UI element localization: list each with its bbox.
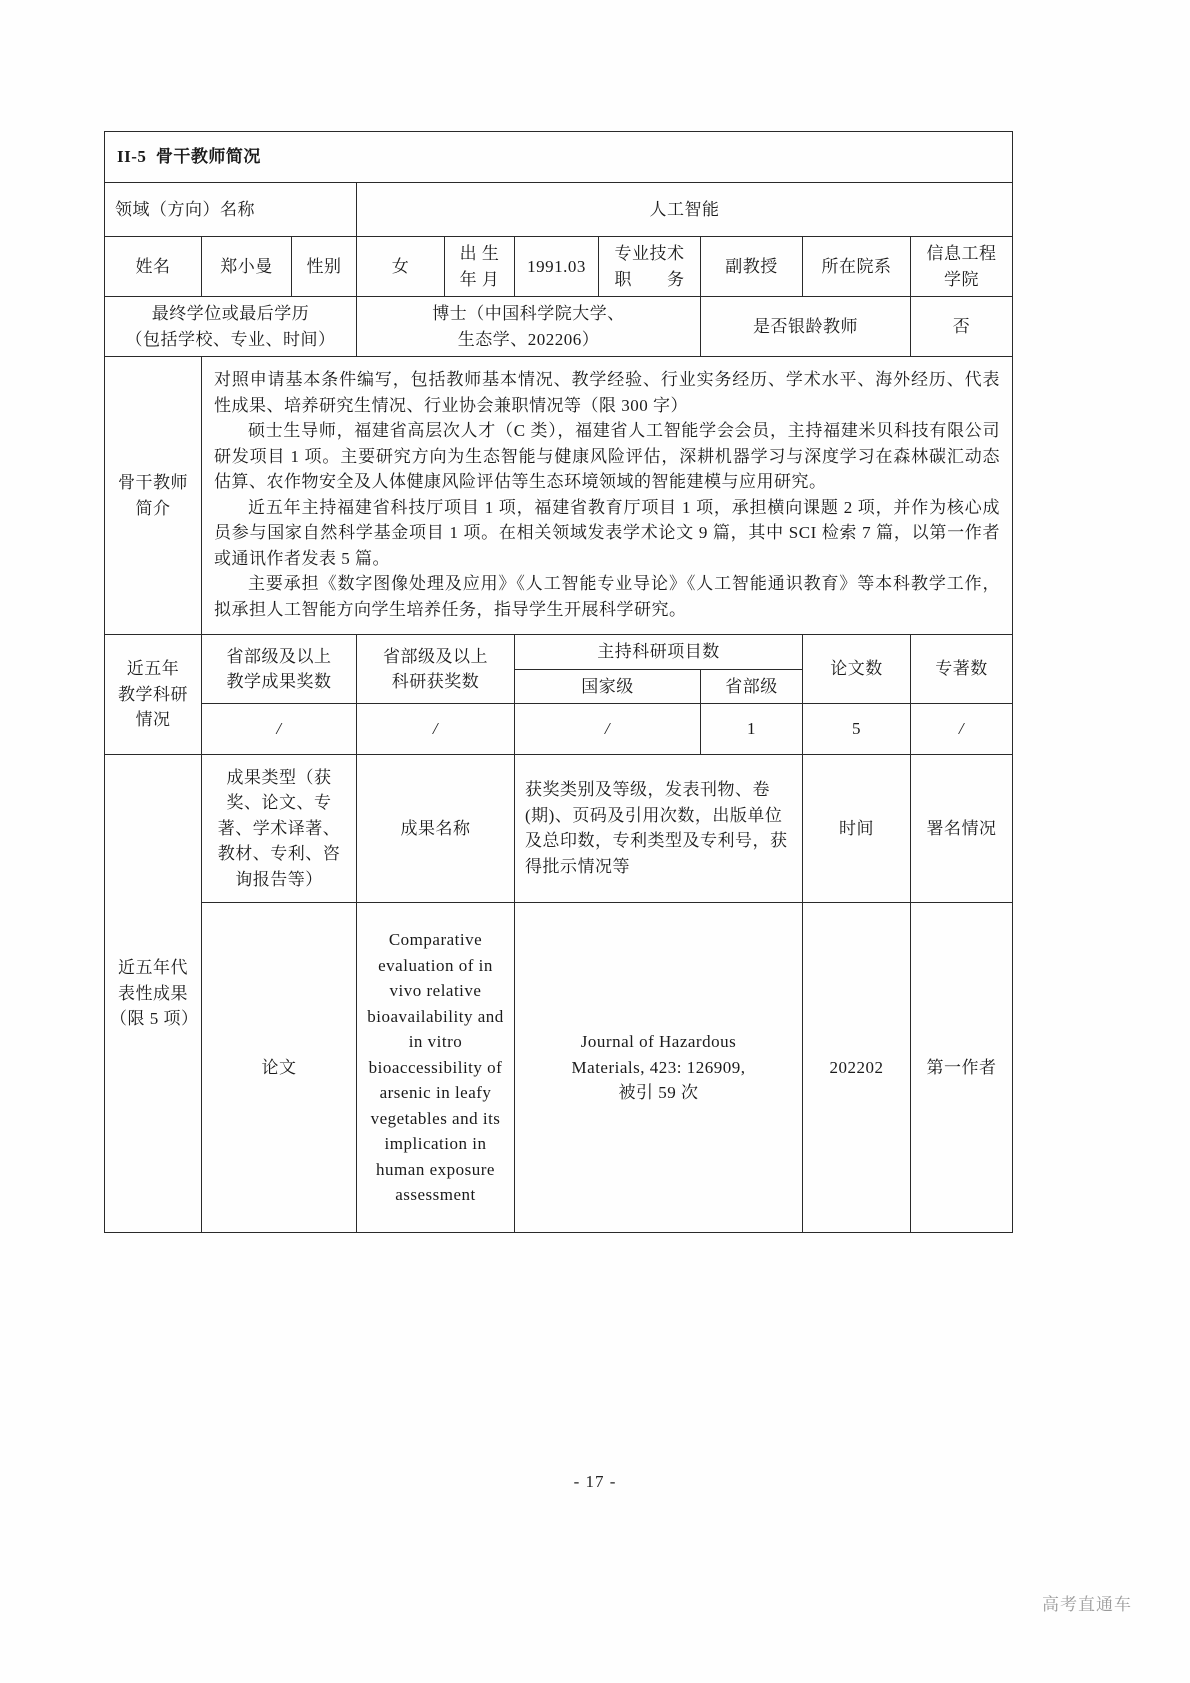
achievement-time-header: 时间 xyxy=(803,754,911,903)
degree-value xyxy=(357,297,701,357)
achievements-row-label xyxy=(105,754,202,1233)
achievement-type-value: 论文 xyxy=(202,903,357,1233)
department-label: 所在院系 xyxy=(803,237,911,297)
stats-row-label-line1: 近五年 xyxy=(126,659,180,678)
projects-provincial-header: 省部级 xyxy=(701,669,803,704)
birth-label-line2: 年 月 xyxy=(459,269,500,289)
stats-row-label xyxy=(105,635,202,755)
birth-label-line1: 出 生 xyxy=(459,244,500,263)
stats-row-label-line3: 情况 xyxy=(135,710,171,729)
achievement-row xyxy=(105,903,1013,1233)
biography-paragraph-2: 近五年主持福建省科技厅项目 1 项，福建省教育厅项目 1 项，承担横向课题 2 项，并作为核心成员参与国家自然科学基金项目 1 项。在相关领域发表学术论文 9 篇，其中 SCI 检索 7 篇，以第一作者或通讯作者发表 5 篇。 xyxy=(214,497,1001,568)
teaching-award-value: / xyxy=(202,704,357,755)
projects-national-header: 国家级 xyxy=(515,669,701,704)
stats-row-label-line2: 教学科研 xyxy=(118,684,188,704)
section-number: II-5 xyxy=(117,147,147,166)
professional-title-label-line1: 专业技术 xyxy=(614,244,685,263)
achievement-name-header: 成果名称 xyxy=(357,754,515,903)
degree-label-line1: 最终学位或最后学历 xyxy=(151,304,310,323)
biography-text xyxy=(202,357,1013,635)
projects-group-header: 主持科研项目数 xyxy=(515,635,803,670)
degree-value-line2: 生态学、202206） xyxy=(457,329,600,349)
achievement-type-header: 成果类型（获奖、论文、专著、学术译著、教材、专利、咨询报告等） xyxy=(202,754,357,903)
achievements-header-row xyxy=(105,754,1013,903)
section-header-row xyxy=(105,132,1013,183)
research-award-header-line2: 科研获奖数 xyxy=(391,672,480,691)
stats-values-row xyxy=(105,704,1013,755)
faculty-profile-form xyxy=(104,131,1012,1233)
professional-title-label-line2: 职 务 xyxy=(614,269,685,289)
achievements-row-label-line2: 表性成果 xyxy=(118,983,188,1003)
stats-header-row xyxy=(105,635,1013,670)
projects-national-value: / xyxy=(515,704,701,755)
degree-label xyxy=(105,297,357,357)
achievement-signature-value: 第一作者 xyxy=(911,903,1013,1233)
gender-label: 性别 xyxy=(292,237,357,297)
biography-label-line1: 骨干教师 xyxy=(118,473,188,492)
degree-row xyxy=(105,297,1013,357)
senior-teacher-value: 否 xyxy=(911,297,1013,357)
achievement-detail-line2: Materials, 423: 126909, xyxy=(571,1057,746,1077)
teaching-award-header-line1: 省部级及以上 xyxy=(226,646,332,666)
achievement-detail-line3: 被引 59 次 xyxy=(618,1083,699,1103)
degree-label-line2: （包括学校、专业、时间） xyxy=(125,329,336,349)
department-value-line1: 信息工程 xyxy=(926,244,997,263)
biography-row xyxy=(105,357,1013,635)
domain-label: 领域（方向）名称 xyxy=(105,182,357,237)
biography-label-line2: 简介 xyxy=(135,498,171,518)
achievements-row-label-line1: 近五年代 xyxy=(118,958,188,977)
achievement-time-value: 202202 xyxy=(803,903,911,1233)
domain-value: 人工智能 xyxy=(357,182,1013,237)
achievements-row-label-line3: （限 5 项） xyxy=(110,1009,199,1028)
achievement-name-value: Comparative evaluation of in vivo relative bioavailability and in vitro bioaccessibility of arsenic in leafy vegetables and its implication in human exposure assessment xyxy=(357,903,515,1233)
birth-label xyxy=(445,237,515,297)
biography-paragraph-1: 硕士生导师，福建省高层次人才（C 类），福建省人工智能学会会员，主持福建米贝科技有限公司研发项目 1 项。主要研究方向为生态智能与健康风险评估，深耕机器学习与深度学习在森林碳汇动态估算、农作物安全及人体健康风险评估等生态环境领域的智能建模与应用研究。 xyxy=(214,421,1001,491)
biography-paragraph-3: 主要承担《数字图像处理及应用》《人工智能专业导论》《人工智能通识教育》等本科教学工作，拟承担人工智能方向学生培养任务，指导学生开展科学研究。 xyxy=(214,574,1001,619)
teaching-award-header-line2: 教学成果奖数 xyxy=(226,672,332,691)
senior-teacher-label: 是否银龄教师 xyxy=(701,297,911,357)
papers-header: 论文数 xyxy=(803,635,911,704)
achievement-detail-value xyxy=(515,903,803,1233)
page-number: - 17 - xyxy=(573,1472,617,1491)
achievement-detail-line1: Journal of Hazardous xyxy=(580,1032,737,1052)
achievement-signature-header: 署名情况 xyxy=(911,754,1013,903)
department-value xyxy=(911,237,1013,297)
gender-value: 女 xyxy=(357,237,445,297)
domain-row xyxy=(105,182,1013,237)
basic-info-row xyxy=(105,237,1013,297)
professional-title-value: 副教授 xyxy=(701,237,803,297)
profile-table xyxy=(104,131,1013,1233)
department-value-line2: 学院 xyxy=(944,269,980,289)
projects-provincial-value: 1 xyxy=(701,704,803,755)
research-award-header xyxy=(357,635,515,704)
section-title: 骨干教师简况 xyxy=(155,147,261,166)
biography-label xyxy=(105,357,202,635)
section-heading xyxy=(105,132,1013,183)
monographs-header: 专著数 xyxy=(911,635,1013,704)
degree-value-line1: 博士（中国科学院大学、 xyxy=(432,304,625,323)
papers-value: 5 xyxy=(803,704,911,755)
name-label: 姓名 xyxy=(105,237,202,297)
biography-paragraph-0: 对照申请基本条件编写，包括教师基本情况、教学经验、行业实务经历、学术水平、海外经历、代表性成果、培养研究生情况、行业协会兼职情况等（限 300 字） xyxy=(214,370,1001,415)
monographs-value: / xyxy=(911,704,1013,755)
teaching-award-header xyxy=(202,635,357,704)
watermark: 高考直通车 xyxy=(1042,1595,1132,1614)
achievement-detail-header: 获奖类别及等级，发表刊物、卷(期)、页码及引用次数，出版单位及总印数，专利类型及专利号，获得批示情况等 xyxy=(515,754,803,903)
name-value: 郑小曼 xyxy=(202,237,292,297)
research-award-header-line1: 省部级及以上 xyxy=(383,646,488,666)
birth-value: 1991.03 xyxy=(515,237,599,297)
professional-title-label xyxy=(599,237,701,297)
research-award-value: / xyxy=(357,704,515,755)
